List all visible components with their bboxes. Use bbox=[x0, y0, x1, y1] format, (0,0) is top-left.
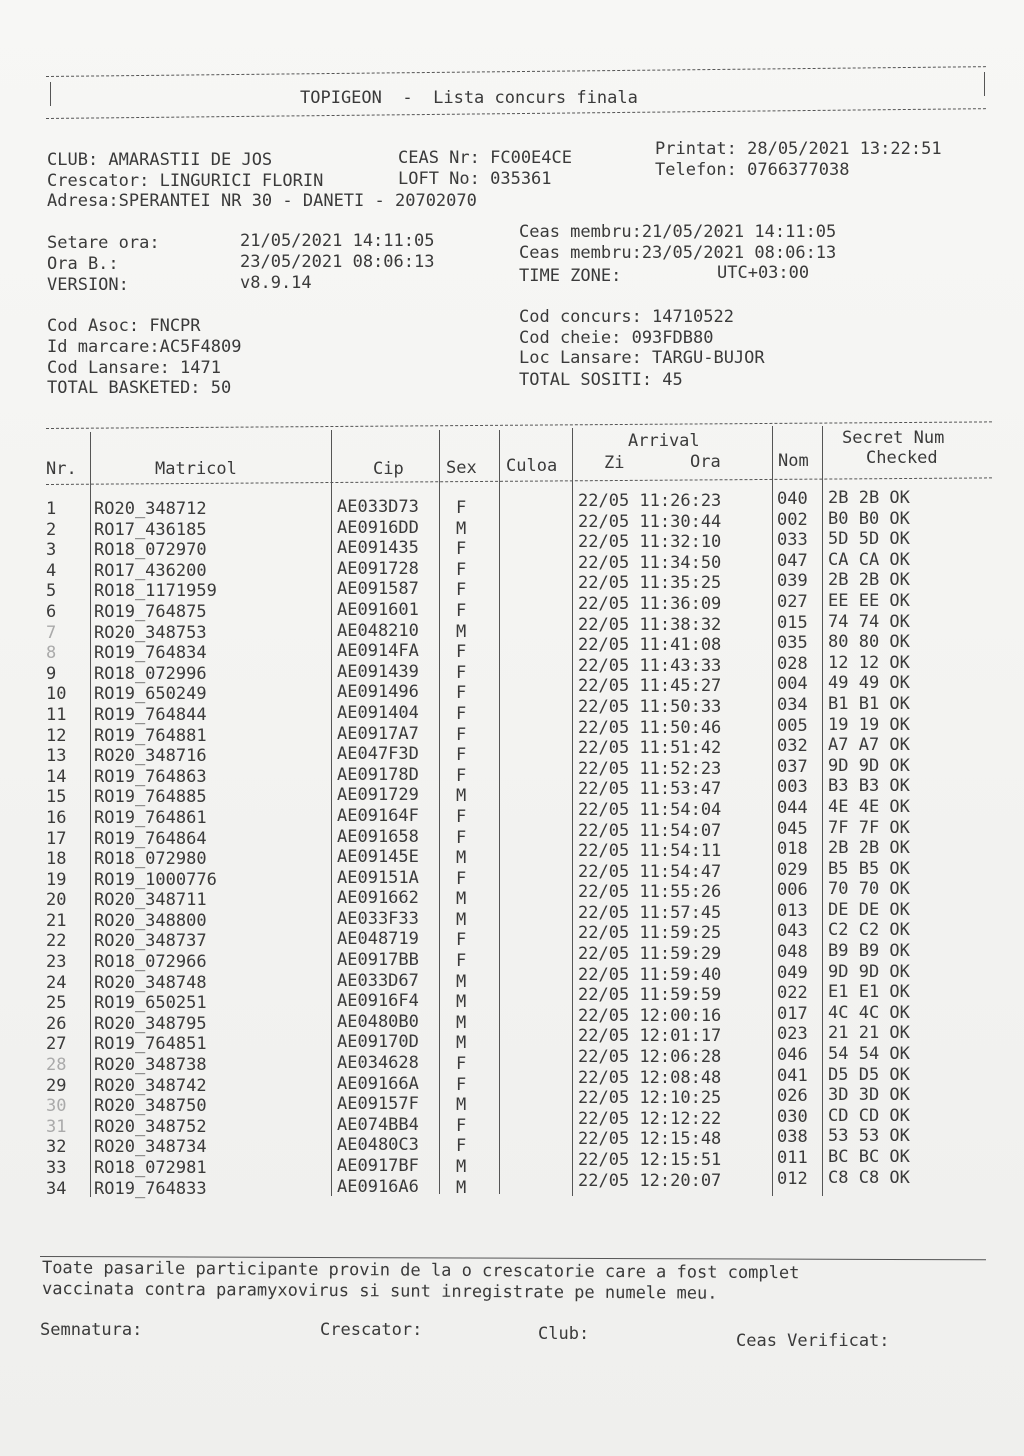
cell-nom: 006 bbox=[777, 880, 808, 901]
cell-matricol: RO20_348711 bbox=[94, 890, 207, 911]
cell-sex: F bbox=[456, 539, 467, 560]
cell-arrival: 22/05 11:38:32 bbox=[578, 614, 722, 635]
cell-nr: 15 bbox=[46, 787, 67, 808]
cell-nom: 049 bbox=[777, 962, 808, 983]
header-nom: Nom bbox=[778, 451, 809, 471]
cell-matricol: RO19_764885 bbox=[94, 787, 207, 808]
cell-secret-checked: BC BC OK bbox=[828, 1147, 910, 1167]
cell-cip: AE048719 bbox=[337, 929, 419, 950]
cell-secret-checked: A7 A7 OK bbox=[828, 735, 910, 756]
cell-nom: 013 bbox=[777, 900, 808, 921]
footer-crescator: Crescator: bbox=[320, 1320, 423, 1340]
cell-nom: 041 bbox=[777, 1065, 808, 1086]
total-basketed: TOTAL BASKETED: 50 bbox=[47, 378, 232, 398]
col-divider-matricol bbox=[331, 430, 332, 1196]
cell-nom: 017 bbox=[777, 1003, 808, 1024]
col-divider-culoa bbox=[572, 428, 573, 1196]
cell-nom: 032 bbox=[777, 736, 808, 757]
cell-secret-checked: 19 19 OK bbox=[828, 714, 910, 735]
cell-matricol: RO19_650251 bbox=[94, 993, 207, 1014]
club-line: CLUB: AMARASTII DE JOS bbox=[47, 150, 273, 170]
cell-nom: 005 bbox=[777, 715, 808, 736]
cell-nr: 26 bbox=[46, 1013, 67, 1034]
cell-sex: F bbox=[456, 642, 467, 663]
cell-nom: 011 bbox=[777, 1148, 808, 1168]
cell-cip: AE091601 bbox=[337, 599, 419, 620]
col-divider-nr bbox=[90, 432, 91, 1197]
cell-secret-checked: B9 B9 OK bbox=[828, 941, 910, 962]
cell-cip: AE034628 bbox=[337, 1053, 419, 1074]
cell-nom: 039 bbox=[777, 571, 808, 592]
cell-sex: F bbox=[456, 806, 467, 827]
cell-cip: AE0914FA bbox=[337, 641, 419, 662]
cell-nom: 043 bbox=[777, 921, 808, 942]
cell-arrival: 22/05 12:10:25 bbox=[578, 1088, 722, 1109]
cell-arrival: 22/05 11:54:11 bbox=[578, 841, 722, 862]
cell-secret-checked: 4E 4E OK bbox=[828, 796, 910, 817]
cell-cip: AE09164F bbox=[337, 805, 419, 826]
cell-sex: F bbox=[456, 559, 467, 580]
cell-matricol: RO20_348753 bbox=[94, 622, 207, 643]
footer-ceas-verificat: Ceas Verificat: bbox=[736, 1331, 890, 1351]
cell-secret-checked: 2B 2B OK bbox=[828, 488, 910, 508]
cell-nom: 012 bbox=[777, 1168, 808, 1189]
cell-matricol: RO19_764833 bbox=[94, 1178, 207, 1199]
cell-matricol: RO20_348800 bbox=[94, 910, 207, 931]
cell-arrival: 22/05 11:35:25 bbox=[578, 573, 722, 594]
cell-cip: AE033F33 bbox=[337, 908, 419, 929]
cell-secret-checked: 5D 5D OK bbox=[828, 529, 910, 550]
cell-sex: M bbox=[456, 1095, 467, 1116]
cell-cip: AE091662 bbox=[337, 888, 419, 909]
cell-matricol: RO18_072966 bbox=[94, 952, 207, 973]
cell-matricol: RO19_764844 bbox=[94, 704, 207, 725]
cell-sex: M bbox=[456, 786, 467, 807]
cell-nom: 047 bbox=[777, 550, 808, 571]
cell-arrival: 22/05 11:59:25 bbox=[578, 923, 722, 944]
header-secret-num: Secret Num bbox=[842, 428, 945, 448]
version-value: v8.9.14 bbox=[240, 273, 312, 293]
cell-matricol: RO20_348795 bbox=[94, 1013, 207, 1034]
setare-label: Setare ora: bbox=[47, 233, 160, 253]
cell-nr: 19 bbox=[46, 869, 67, 890]
cell-cip: AE033D67 bbox=[337, 970, 419, 991]
header-nr: Nr. bbox=[46, 459, 77, 479]
cell-matricol: RO19_764875 bbox=[94, 601, 207, 622]
cell-matricol: RO20_348737 bbox=[94, 931, 207, 952]
cell-nr: 29 bbox=[46, 1075, 67, 1096]
report-title: TOPIGEON - Lista concurs finala bbox=[300, 88, 638, 108]
cell-sex: F bbox=[456, 1115, 467, 1136]
cell-cip: AE0916DD bbox=[337, 517, 419, 538]
cell-secret-checked: 3D 3D OK bbox=[828, 1085, 910, 1106]
cell-secret-checked: 12 12 OK bbox=[828, 652, 910, 673]
cell-cip: AE048210 bbox=[337, 620, 419, 641]
cell-nom: 035 bbox=[777, 633, 808, 654]
cell-sex: F bbox=[456, 765, 467, 786]
loc-lansare: Loc Lansare: TARGU-BUJOR bbox=[519, 348, 765, 368]
crescator-line: Crescator: LINGURICI FLORIN bbox=[47, 171, 324, 191]
cell-cip: AE091404 bbox=[337, 702, 419, 723]
cell-sex: F bbox=[456, 662, 467, 683]
cell-secret-checked: C2 C2 OK bbox=[828, 920, 910, 941]
cell-arrival: 22/05 12:15:48 bbox=[578, 1129, 722, 1150]
cell-matricol: RO18_1171959 bbox=[94, 581, 217, 602]
cell-nr: 23 bbox=[46, 952, 67, 973]
cell-arrival: 22/05 11:50:46 bbox=[578, 717, 722, 738]
cell-cip: AE09157F bbox=[337, 1094, 419, 1115]
cell-cip: AE0917A7 bbox=[337, 723, 419, 744]
cell-secret-checked: E1 E1 OK bbox=[828, 982, 910, 1003]
cod-asoc: Cod Asoc: FNCPR bbox=[47, 316, 201, 336]
cell-sex: M bbox=[456, 518, 467, 539]
cell-secret-checked: EE EE OK bbox=[828, 590, 910, 611]
cell-sex: F bbox=[456, 868, 467, 889]
timezone-value: UTC+03:00 bbox=[717, 263, 810, 283]
col-divider-sex bbox=[499, 430, 500, 1194]
cell-matricol: RO20_348750 bbox=[94, 1096, 207, 1117]
cell-matricol: RO20_348748 bbox=[94, 972, 207, 993]
cell-cip: AE09178D bbox=[337, 764, 419, 785]
cell-secret-checked: 54 54 OK bbox=[828, 1044, 910, 1065]
cell-arrival: 22/05 12:00:16 bbox=[578, 1005, 722, 1026]
column-nom bbox=[777, 489, 808, 1189]
cell-cip: AE09145E bbox=[337, 847, 419, 868]
header-matricol: Matricol bbox=[155, 459, 237, 479]
cell-secret-checked: B3 B3 OK bbox=[828, 776, 910, 797]
cell-matricol: RO18_072970 bbox=[94, 540, 207, 561]
cell-cip: AE09170D bbox=[337, 1032, 419, 1053]
cell-sex: F bbox=[456, 827, 467, 848]
cell-arrival: 22/05 12:15:51 bbox=[578, 1150, 722, 1170]
cell-sex: F bbox=[456, 1136, 467, 1157]
cell-nr: 8 bbox=[46, 643, 57, 664]
cell-nr: 28 bbox=[46, 1055, 67, 1076]
cell-arrival: 22/05 11:50:33 bbox=[578, 696, 722, 717]
cell-nom: 022 bbox=[777, 983, 808, 1004]
cell-nr: 25 bbox=[46, 993, 67, 1014]
cell-sex: F bbox=[456, 1054, 467, 1075]
loft-line: LOFT No: 035361 bbox=[398, 169, 552, 189]
header-ora: Ora bbox=[690, 452, 721, 472]
cell-secret-checked: D5 D5 OK bbox=[828, 1064, 910, 1085]
column-arrival bbox=[578, 491, 721, 1191]
cell-sex: M bbox=[456, 889, 467, 910]
footer-semnatura: Semnatura: bbox=[40, 1320, 143, 1340]
version-label: VERSION: bbox=[47, 275, 129, 295]
cell-sex: M bbox=[456, 1177, 467, 1198]
cell-sex: M bbox=[456, 621, 467, 642]
column-cip bbox=[337, 497, 419, 1197]
cell-nom: 015 bbox=[777, 612, 808, 633]
cell-cip: AE047F3D bbox=[337, 744, 419, 765]
cell-arrival: 22/05 11:57:45 bbox=[578, 902, 722, 923]
cell-nom: 034 bbox=[777, 694, 808, 715]
cell-matricol: RO20_348712 bbox=[94, 499, 207, 519]
cell-matricol: RO19_764881 bbox=[94, 725, 207, 746]
cell-sex: F bbox=[456, 930, 467, 951]
cell-secret-checked: 80 80 OK bbox=[828, 632, 910, 653]
cell-sex: F bbox=[456, 703, 467, 724]
cell-matricol: RO20_348742 bbox=[94, 1075, 207, 1096]
cell-arrival: 22/05 11:32:10 bbox=[578, 532, 722, 553]
cell-arrival: 22/05 11:59:40 bbox=[578, 964, 722, 985]
cell-nom: 029 bbox=[777, 859, 808, 880]
column-nr bbox=[46, 499, 66, 1199]
cell-cip: AE0917BF bbox=[337, 1156, 419, 1176]
cell-nom: 048 bbox=[777, 942, 808, 963]
cell-matricol: RO20_348738 bbox=[94, 1055, 207, 1076]
ceas-membru-1: Ceas membru:21/05/2021 14:11:05 bbox=[519, 222, 837, 242]
cell-arrival: 22/05 11:53:47 bbox=[578, 779, 722, 800]
cell-matricol: RO17_436200 bbox=[94, 560, 207, 581]
cell-sex: F bbox=[456, 745, 467, 766]
cell-arrival: 22/05 11:59:59 bbox=[578, 985, 722, 1006]
cell-cip: AE091439 bbox=[337, 661, 419, 682]
cell-matricol: RO19_764851 bbox=[94, 1034, 207, 1055]
cell-matricol: RO19_764834 bbox=[94, 643, 207, 664]
cell-arrival: 22/05 11:45:27 bbox=[578, 676, 722, 697]
cell-arrival: 22/05 11:54:47 bbox=[578, 861, 722, 882]
cell-secret-checked: 21 21 OK bbox=[828, 1023, 910, 1044]
cell-nr: 21 bbox=[46, 910, 67, 931]
ceas-line: CEAS Nr: FC00E4CE bbox=[398, 148, 572, 168]
cell-arrival: 22/05 11:55:26 bbox=[578, 882, 722, 903]
cell-nr: 22 bbox=[46, 931, 67, 952]
cell-arrival: 22/05 11:59:29 bbox=[578, 944, 722, 965]
cell-nr: 30 bbox=[46, 1096, 67, 1117]
title-box-left bbox=[50, 82, 51, 106]
orab-value: 23/05/2021 08:06:13 bbox=[240, 252, 435, 272]
cell-nr: 5 bbox=[46, 581, 57, 602]
cell-cip: AE09166A bbox=[337, 1073, 419, 1094]
cell-matricol: RO18_072981 bbox=[94, 1158, 207, 1178]
footer-statement-1: Toate pasarile participante provin de la o crescatorie care a fost complet bbox=[41, 1258, 800, 1284]
ceas-membru-2: Ceas membru:23/05/2021 08:06:13 bbox=[519, 243, 837, 263]
cell-arrival: 22/05 12:06:28 bbox=[578, 1047, 722, 1068]
cell-sex: M bbox=[456, 1157, 467, 1177]
cell-cip: AE091658 bbox=[337, 826, 419, 847]
cell-nr: 20 bbox=[46, 890, 67, 911]
header-arrival: Arrival bbox=[628, 431, 700, 451]
cell-nr: 33 bbox=[46, 1158, 67, 1178]
cell-secret-checked: CD CD OK bbox=[828, 1105, 910, 1126]
cell-secret-checked: 9D 9D OK bbox=[828, 755, 910, 776]
cell-cip: AE09151A bbox=[337, 867, 419, 888]
cell-nr: 1 bbox=[46, 499, 57, 519]
cell-sex: M bbox=[456, 848, 467, 869]
cell-nr: 10 bbox=[46, 684, 67, 705]
cell-arrival: 22/05 12:20:07 bbox=[578, 1170, 722, 1191]
cell-cip: AE091728 bbox=[337, 558, 419, 579]
cell-arrival: 22/05 11:30:44 bbox=[578, 511, 722, 532]
cell-matricol: RO19_764864 bbox=[94, 828, 207, 849]
cell-nr: 31 bbox=[46, 1116, 67, 1137]
cell-matricol: RO18_072996 bbox=[94, 663, 207, 684]
cell-nom: 037 bbox=[777, 756, 808, 777]
header-culoa: Culoa bbox=[506, 456, 558, 476]
cell-nom: 004 bbox=[777, 674, 808, 695]
cell-nr: 7 bbox=[46, 622, 57, 643]
cell-cip: AE091435 bbox=[337, 538, 419, 559]
cell-nr: 27 bbox=[46, 1034, 67, 1055]
cell-matricol: RO17_436185 bbox=[94, 519, 207, 540]
cell-secret-checked: B5 B5 OK bbox=[828, 858, 910, 879]
cell-arrival: 22/05 11:52:23 bbox=[578, 758, 722, 779]
cell-sex: F bbox=[456, 724, 467, 745]
cell-secret-checked: CA CA OK bbox=[828, 549, 910, 570]
cell-nom: 002 bbox=[777, 509, 808, 530]
cell-arrival: 22/05 11:41:08 bbox=[578, 635, 722, 656]
cell-sex: F bbox=[456, 600, 467, 621]
cell-sex: F bbox=[456, 683, 467, 704]
title-box-right bbox=[984, 72, 985, 96]
cell-matricol: RO19_764861 bbox=[94, 807, 207, 828]
cell-sex: M bbox=[456, 1012, 467, 1033]
cell-nom: 046 bbox=[777, 1045, 808, 1066]
cell-secret-checked: 2B 2B OK bbox=[828, 570, 910, 591]
cell-nr: 12 bbox=[46, 725, 67, 746]
cell-secret-checked: 49 49 OK bbox=[828, 673, 910, 694]
col-divider-arrival bbox=[772, 426, 773, 1196]
printat-line: Printat: 28/05/2021 13:22:51 bbox=[655, 139, 942, 159]
cell-nom: 027 bbox=[777, 591, 808, 612]
cell-secret-checked: C8 C8 OK bbox=[828, 1167, 910, 1188]
header-cip: Cip bbox=[373, 459, 404, 479]
col-divider-cip bbox=[439, 430, 440, 1194]
cell-secret-checked: 7F 7F OK bbox=[828, 817, 910, 838]
cell-matricol: RO20_348734 bbox=[94, 1137, 207, 1158]
cell-sex: F bbox=[456, 498, 467, 518]
cell-arrival: 22/05 11:43:33 bbox=[578, 655, 722, 676]
cell-cip: AE0480B0 bbox=[337, 1011, 419, 1032]
cell-nom: 030 bbox=[777, 1106, 808, 1127]
cell-nr: 3 bbox=[46, 540, 57, 561]
cell-arrival: 22/05 11:26:23 bbox=[578, 491, 722, 511]
cell-cip: AE0916F4 bbox=[337, 991, 419, 1012]
cell-nr: 14 bbox=[46, 766, 67, 787]
cell-sex: M bbox=[456, 992, 467, 1013]
cell-nom: 045 bbox=[777, 818, 808, 839]
cell-cip: AE0480C3 bbox=[337, 1135, 419, 1156]
cell-cip: AE091587 bbox=[337, 579, 419, 600]
telefon-line: Telefon: 0766377038 bbox=[655, 160, 850, 180]
cell-secret-checked: B1 B1 OK bbox=[828, 693, 910, 714]
cell-nom: 044 bbox=[777, 797, 808, 818]
cell-cip: AE0917BB bbox=[337, 950, 419, 971]
cell-nom: 040 bbox=[777, 489, 808, 509]
cell-nr: 2 bbox=[46, 519, 57, 540]
column-secret-checked bbox=[828, 488, 910, 1188]
cell-matricol: RO19_1000776 bbox=[94, 869, 217, 890]
cell-arrival: 22/05 11:34:50 bbox=[578, 552, 722, 573]
cell-cip: AE033D73 bbox=[337, 497, 419, 517]
cell-arrival: 22/05 12:08:48 bbox=[578, 1067, 722, 1088]
cod-cheie: Cod cheie: 093FDB80 bbox=[519, 328, 714, 348]
cell-nom: 026 bbox=[777, 1086, 808, 1107]
adresa-line: Adresa:SPERANTEI NR 30 - DANETI - 20702070 bbox=[47, 191, 477, 211]
footer-statement-2: vaccinata contra paramyxovirus si sunt inregistrate pe numele meu. bbox=[41, 1279, 718, 1304]
header-zi: Zi bbox=[604, 453, 625, 473]
cell-sex: F bbox=[456, 580, 467, 601]
cell-secret-checked: 53 53 OK bbox=[828, 1126, 910, 1147]
cell-arrival: 22/05 11:51:42 bbox=[578, 738, 722, 759]
cell-nr: 17 bbox=[46, 828, 67, 849]
cell-nr: 6 bbox=[46, 601, 57, 622]
cell-cip: AE091496 bbox=[337, 682, 419, 703]
timezone-label: TIME ZONE: bbox=[519, 266, 622, 286]
id-marcare: Id marcare:AC5F4809 bbox=[47, 337, 242, 357]
cell-sex: M bbox=[456, 971, 467, 992]
cell-nom: 033 bbox=[777, 530, 808, 551]
cell-arrival: 22/05 12:01:17 bbox=[578, 1026, 722, 1047]
cell-nom: 038 bbox=[777, 1127, 808, 1148]
cell-matricol: RO19_764863 bbox=[94, 766, 207, 787]
cell-nr: 9 bbox=[46, 663, 57, 684]
cell-sex: F bbox=[456, 1074, 467, 1095]
column-matricol bbox=[94, 499, 217, 1199]
column-sex bbox=[456, 498, 466, 1198]
cell-cip: AE0916A6 bbox=[337, 1176, 419, 1197]
setare-value: 21/05/2021 14:11:05 bbox=[240, 231, 435, 251]
cell-nr: 16 bbox=[46, 807, 67, 828]
header-sex: Sex bbox=[446, 458, 477, 478]
cell-cip: AE074BB4 bbox=[337, 1114, 419, 1135]
orab-label: Ora B.: bbox=[47, 254, 119, 274]
cod-lansare: Cod Lansare: 1471 bbox=[47, 358, 221, 378]
cell-nr: 13 bbox=[46, 746, 67, 767]
cell-secret-checked: B0 B0 OK bbox=[828, 508, 910, 529]
cell-matricol: RO20_348752 bbox=[94, 1116, 207, 1137]
cell-secret-checked: 2B 2B OK bbox=[828, 838, 910, 859]
cell-cip: AE091729 bbox=[337, 785, 419, 806]
cell-arrival: 22/05 12:12:22 bbox=[578, 1108, 722, 1129]
cod-concurs: Cod concurs: 14710522 bbox=[519, 307, 734, 327]
cell-arrival: 22/05 11:36:09 bbox=[578, 593, 722, 614]
cell-secret-checked: 70 70 OK bbox=[828, 879, 910, 900]
cell-nr: 24 bbox=[46, 972, 67, 993]
cell-nom: 023 bbox=[777, 1024, 808, 1045]
cell-secret-checked: 9D 9D OK bbox=[828, 961, 910, 982]
cell-matricol: RO18_072980 bbox=[94, 849, 207, 870]
cell-sex: F bbox=[456, 951, 467, 972]
col-divider-nom bbox=[822, 426, 823, 1196]
cell-nr: 32 bbox=[46, 1137, 67, 1158]
cell-sex: M bbox=[456, 909, 467, 930]
cell-nom: 018 bbox=[777, 839, 808, 860]
footer-club: Club: bbox=[538, 1324, 590, 1344]
cell-nr: 18 bbox=[46, 849, 67, 870]
cell-nom: 003 bbox=[777, 777, 808, 798]
cell-matricol: RO20_348716 bbox=[94, 746, 207, 767]
cell-nom: 028 bbox=[777, 653, 808, 674]
cell-secret-checked: DE DE OK bbox=[828, 899, 910, 920]
cell-nr: 4 bbox=[46, 560, 57, 581]
cell-sex: M bbox=[456, 1033, 467, 1054]
cell-arrival: 22/05 11:54:07 bbox=[578, 820, 722, 841]
cell-secret-checked: 74 74 OK bbox=[828, 611, 910, 632]
cell-matricol: RO19_650249 bbox=[94, 684, 207, 705]
cell-nr: 11 bbox=[46, 704, 67, 725]
cell-arrival: 22/05 11:54:04 bbox=[578, 799, 722, 820]
cell-nr: 34 bbox=[46, 1178, 67, 1199]
header-checked: Checked bbox=[866, 448, 938, 468]
cell-secret-checked: 4C 4C OK bbox=[828, 1002, 910, 1023]
total-sositi: TOTAL SOSITI: 45 bbox=[519, 370, 683, 390]
